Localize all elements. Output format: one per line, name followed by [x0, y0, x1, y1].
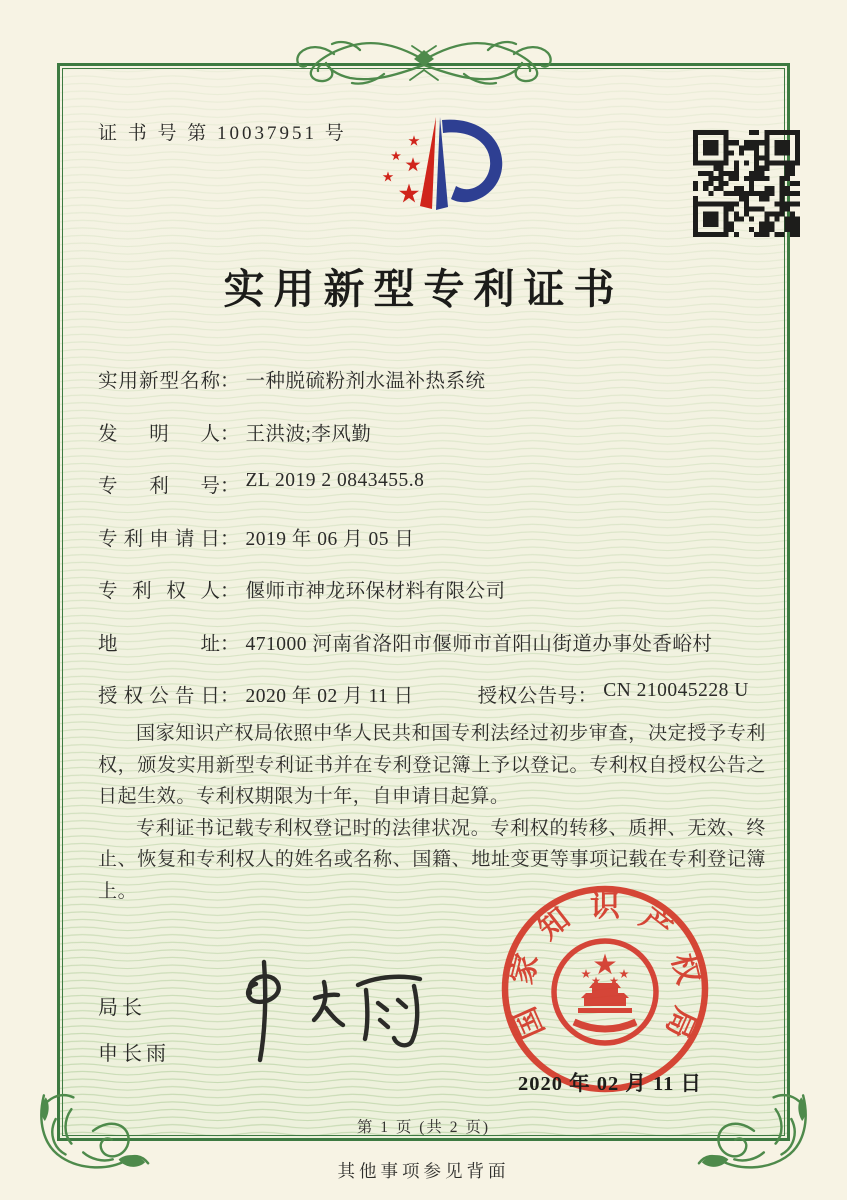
svg-text:权: 权	[665, 950, 705, 988]
grant-date-value: 2020 年 02 月 11 日	[245, 686, 414, 707]
cnipa-logo-icon	[352, 110, 522, 240]
field-label: 授权公告日	[98, 686, 220, 707]
svg-text:局: 局	[659, 1002, 702, 1043]
field-colon: ：	[220, 686, 240, 707]
field-row-grant	[98, 680, 758, 710]
svg-text:知: 知	[532, 901, 577, 947]
field-value: 王洪波;李风勤	[245, 423, 372, 445]
field-colon: ：	[577, 686, 598, 707]
border-ornament-bottom-left-icon	[36, 1062, 154, 1180]
field-label: 实用新型名称	[98, 371, 220, 392]
field-value: 2019 年 06 月 05 日	[245, 528, 415, 550]
field-label: 发明人	[98, 423, 220, 445]
field-colon: ：	[220, 423, 240, 445]
seal-date: 2020 年 02 月 11 日	[518, 1073, 702, 1095]
field-label: 专利号	[98, 476, 220, 497]
field-value: 一种脱硫粉剂水温补热系统	[245, 371, 486, 392]
certificate-border-frame	[57, 63, 790, 1141]
director-signature-icon	[220, 948, 450, 1068]
svg-text:家: 家	[505, 950, 545, 988]
field-row-address	[98, 628, 758, 658]
field-colon: ：	[220, 476, 240, 497]
grant-number-value: CN 210045228 U	[603, 680, 749, 701]
field-row-filing-date	[98, 523, 758, 553]
svg-text:产: 产	[633, 901, 678, 947]
field-list	[98, 365, 758, 733]
field-value: ZL 2019 2 0843455.8	[245, 470, 425, 491]
legal-paragraph-2: 专利证书记载专利权登记时的法律状况。专利权的转移、质押、无效、终止、恢复和专利权人的姓名或名称、国籍、地址变更等事项记载在专利登记簿上。	[98, 817, 766, 902]
field-colon: ：	[220, 528, 240, 550]
field-value: 471000 河南省洛阳市偃师市首阳山街道办事处香峪村	[245, 633, 713, 655]
field-colon: ：	[220, 581, 240, 602]
certificate-title: 实用新型专利证书	[223, 266, 624, 312]
field-value: 偃师市神龙环保材料有限公司	[245, 581, 506, 602]
field-row-inventor	[98, 418, 758, 448]
field-colon: ：	[220, 371, 240, 392]
field-label: 专利申请日	[98, 528, 220, 550]
director-name: 申长雨	[98, 1043, 170, 1065]
field-label: 专利权人	[98, 581, 220, 602]
svg-text:国: 国	[508, 1002, 551, 1043]
svg-text:识: 识	[590, 890, 620, 923]
field-colon: ：	[220, 633, 240, 655]
certificate-number: 证 书 号 第 10037951 号	[98, 123, 347, 144]
legal-paragraph-1: 国家知识产权局依照中华人民共和国专利法经过初步审查，决定授予专利权，颁发实用新型专利证书并在专利登记簿上予以登记。专利权自授权公告之日起生效。专利权期限为十年，自申请日起算。	[98, 723, 766, 808]
grant-number-label: 授权公告号	[477, 686, 578, 707]
field-row-patentee	[98, 575, 758, 605]
national-emblem-icon	[554, 941, 656, 1043]
field-row-patent-number	[98, 470, 758, 500]
director-title: 局长	[98, 997, 146, 1019]
back-side-note: 其他事项参见背面	[337, 1161, 510, 1181]
field-row-name	[98, 365, 758, 395]
field-label: 地址	[98, 633, 220, 655]
qr-code	[693, 130, 800, 237]
border-ornament-top-icon	[264, 30, 584, 94]
page-number: 第 1 页 (共 2 页)	[356, 1119, 491, 1136]
